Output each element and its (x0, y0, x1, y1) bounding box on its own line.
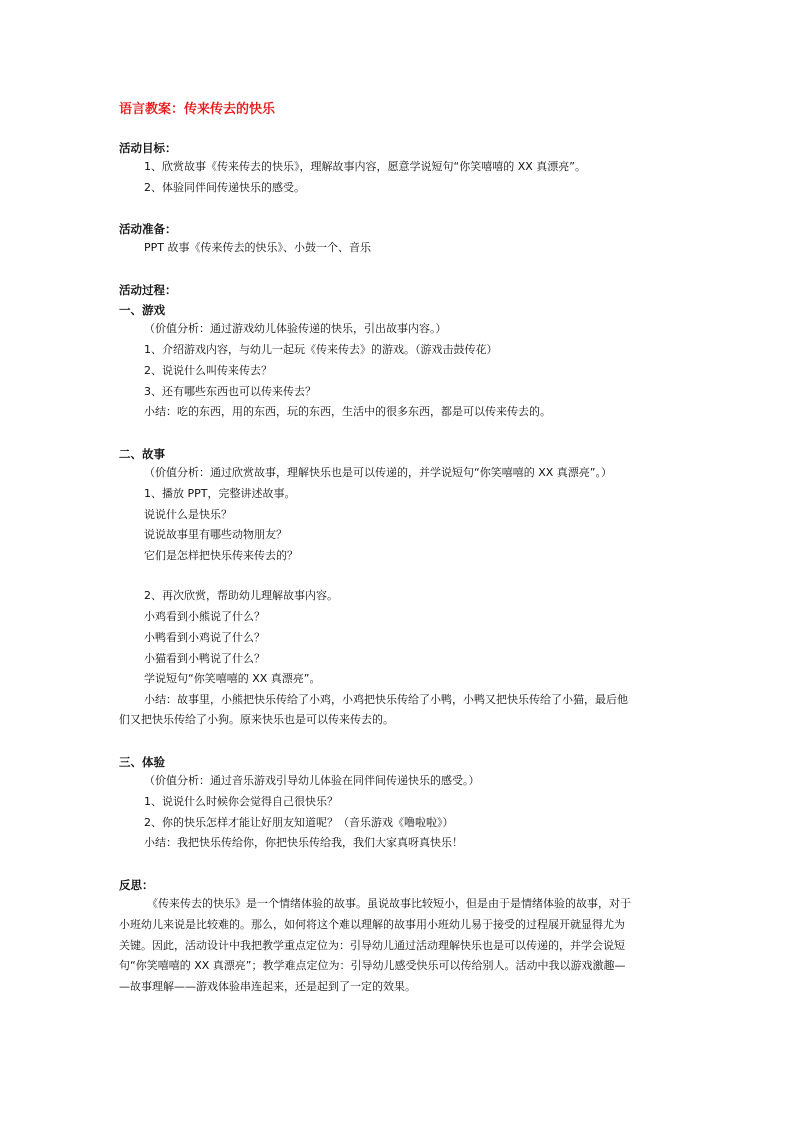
process-heading: 活动过程： (119, 283, 177, 297)
prep-heading: 活动准备： (119, 222, 177, 236)
prep-item-1: PPT 故事《传来传去的快乐》、小鼓一个、音乐 (144, 241, 371, 254)
story-item-9: 小猫看到小鸭说了什么？ (144, 652, 265, 665)
document-title: 语言教案：传来传去的快乐 (119, 102, 276, 117)
story-item-4: 说说故事里有哪些动物朋友？ (144, 528, 287, 541)
experience-item-3: 2、你的快乐怎样才能让好朋友知道呢？（音乐游戏《噜啦啦》） (144, 816, 454, 829)
experience-item-2: 1、说说什么时候你会觉得自己很快乐？ (144, 795, 338, 808)
story-heading: 二、故事 (119, 447, 165, 461)
reflection-heading: 反思： (119, 878, 154, 892)
story-item-1: （价值分析：通过欣赏故事，理解快乐也是可以传递的，并学说短句“你笑嘻嘻的 XX 真漂亮”。） (144, 466, 612, 479)
story-item-7: 小鸡看到小熊说了什么？ (144, 610, 265, 623)
experience-heading: 三、体验 (119, 755, 165, 769)
story-summary-line-2: 们又把快乐传给了小狗。原来快乐也是可以传来传去的。 (119, 713, 394, 726)
story-item-2: 1、播放 PPT，完整讲述故事。 (144, 487, 296, 500)
story-item-5: 它们是怎样把快乐传来传去的？ (144, 549, 298, 562)
reflection-line-3: 关键。因此，活动设计中我把教学重点定位为：引导幼儿通过活动理解快乐也是可以传递的，并学会说短 (119, 939, 625, 952)
game-summary: 小结：吃的东西，用的东西，玩的东西，生活中的很多东西，都是可以传来传去的。 (144, 405, 551, 418)
story-item-10: 学说短句“你笑嘻嘻的 XX 真漂亮”。 (144, 672, 321, 685)
goal-item-1: 1、欣赏故事《传来传去的快乐》，理解故事内容，愿意学说短句“你笑嘻嘻的 XX 真漂亮”。 (144, 160, 586, 173)
game-heading: 一、游戏 (119, 303, 165, 317)
story-item-6: 2、再次欣赏，帮助幼儿理解故事内容。 (144, 589, 338, 602)
reflection-line-1: 《传来传去的快乐》是一个情绪体验的故事。虽说故事比较短小，但是由于是情绪体验的故事，对于 (147, 897, 631, 910)
reflection-line-4: 句“你笑嘻嘻的 XX 真漂亮”；教学难点定位为：引导幼儿感受快乐可以传给别人。活动中我以游戏激趣— (119, 959, 626, 972)
story-summary-line-1: 小结：故事里，小熊把快乐传给了小鸡，小鸡把快乐传给了小鸭，小鸭又把快乐传给了小猫，最后他 (144, 693, 628, 706)
experience-item-1: （价值分析：通过音乐游戏引导幼儿体验在同伴间传递快乐的感受。） (144, 774, 480, 787)
reflection-line-2: 小班幼儿来说是比较难的。那么，如何将这个难以理解的故事用小班幼儿易于接受的过程展开就显得尤为 (119, 918, 625, 931)
reflection-line-5: —故事理解——游戏体验串连起来，还是起到了一定的效果。 (119, 980, 416, 993)
game-item-1: （价值分析：通过游戏幼儿体验传递的快乐，引出故事内容。） (144, 322, 447, 335)
game-item-2: 1、介绍游戏内容，与幼儿一起玩《传来传去》的游戏。（游戏击鼓传花） (144, 343, 498, 356)
goals-heading: 活动目标： (119, 141, 177, 155)
goal-item-2: 2、体验同伴间传递快乐的感受。 (144, 181, 305, 194)
story-item-3: 说说什么是快乐？ (144, 508, 232, 521)
experience-summary: 小结：我把快乐传给你，你把快乐传给我，我们大家真呀真快乐！ (144, 836, 463, 849)
game-item-4: 3、还有哪些东西也可以传来传去？ (144, 385, 316, 398)
game-item-3: 2、说说什么叫传来传去？ (144, 364, 272, 377)
story-item-8: 小鸭看到小鸡说了什么？ (144, 631, 265, 644)
